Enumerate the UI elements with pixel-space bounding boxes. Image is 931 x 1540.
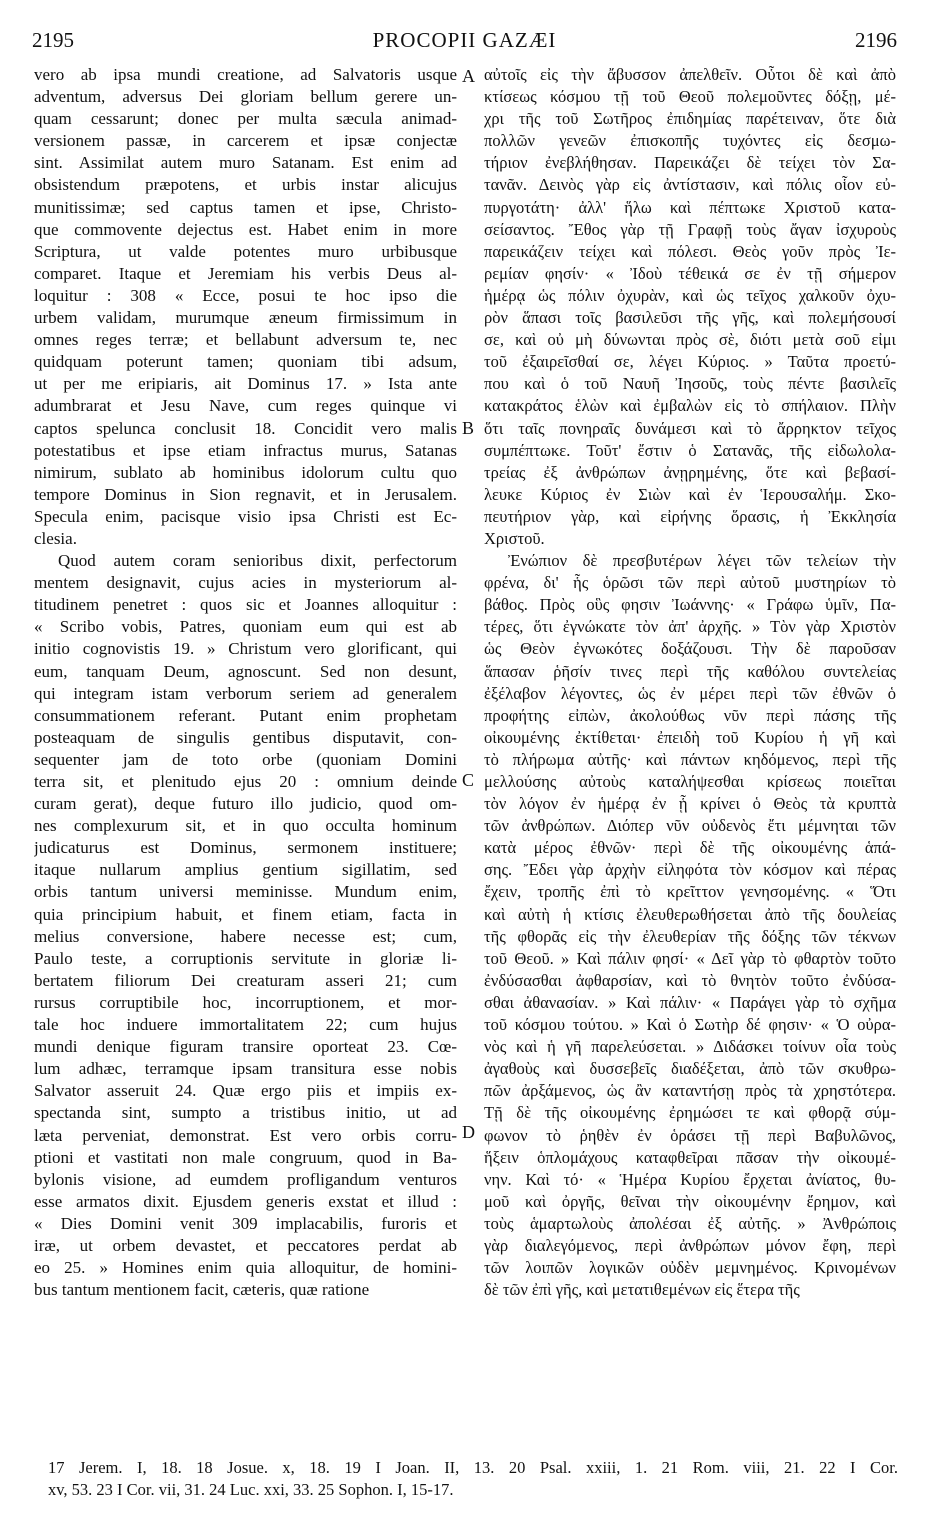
latin-text-line: Quod autem coram senioribus dixit, perfectorum — [58, 551, 457, 571]
greek-text-line: τῶν λοιπῶν λογικῶν οὐδὲν μεμνημένος. Κρινομένων — [484, 1258, 896, 1278]
latin-text-line: sint. Assimilat autem muro Satanam. Est enim ad — [34, 153, 457, 173]
greek-text-line: σης. Ἔδει γὰρ ἀρχὴν εἰληφότα τὸν κόσμον καὶ πέρας — [484, 860, 896, 880]
latin-text-line: quam cessarunt; donec per multa sæcula animad- — [34, 109, 457, 129]
latin-text-line: vero ab ipsa mundi creatione, ad Salvatoris usque — [34, 65, 457, 84]
latin-text-line: judicaturus est Dominus, sermonem instituere; — [34, 838, 457, 858]
greek-text-line: ἀγαθοὺς καὶ δυσσεβεῖς διαδέξεται, ἀπὸ τῶν σκυθρω- — [484, 1059, 896, 1079]
greek-text-line: ρεμίαν φησίν· « Ἰδοὺ τέθεικά σε ἐν τῇ σήμερον — [484, 263, 896, 283]
latin-text-line: esse armatos dixit. Ejusdem generis exstat et illud : — [34, 1191, 457, 1211]
latin-text-line: adventum, adversus Dei gloriam bellum gerere un- — [34, 87, 457, 107]
greek-text-line: νην. Καὶ τό· « Ἡμέρα Κυρίου ἔρχεται ἀνίατος, θυ- — [484, 1169, 896, 1189]
page-number-left: 2195 — [32, 28, 74, 52]
latin-text-line: terra sit, et plenitudo ejus 20 : omnium deinde — [34, 772, 457, 791]
greek-text-line: λευκε Κύριος ἐν Σιὼν καὶ ἐν Ἱερουσαλήμ. Σκο- — [484, 484, 896, 504]
latin-text-line: initio cognovistis 19. » Christum vero glorificant, qui — [34, 639, 457, 659]
greek-text-line: νὸς καὶ ἡ γῆ παρελεύσεται. » Διδάσκει τοίνυν οἷα τοὺς — [484, 1037, 896, 1057]
footnote-line: xv, 53. 23 I Cor. vii, 31. 24 Luc. xxi, 33. 25 Sophon. I, 15-17. — [48, 1480, 454, 1499]
latin-text-line: bertatem filiorum Dei creaturam asseri 21; cum — [34, 970, 457, 990]
greek-text-line: τρείας ἐξ ἀνθρώπων ἀνῃρημένης, ὅτε καὶ βεβασί- — [484, 462, 896, 482]
latin-text-line: consummationem referant. Putant enim prophetam — [34, 705, 457, 725]
greek-text-line: κατὰ μέρος ἐθνῶν· περὶ δὲ τῆς οἰκουμένης ἁπά- — [484, 838, 896, 858]
running-title: PROCOPII GAZÆI — [372, 28, 557, 52]
greek-text-line: χρι τῆς τοῦ Σωτῆρος ἐπιδημίας παρέτειναν, ὅτε διὰ — [484, 109, 896, 129]
greek-text-line: τῶν ἀνθρώπων. Διόπερ νῦν οὐδενὸς ἔτι μέμνηται τῶν — [484, 816, 896, 836]
latin-text-line: quidquam poterunt tamen; quoniam tibi adsum, — [34, 352, 457, 372]
latin-column — [34, 64, 457, 1301]
latin-text-line: tale hoc induere immortalitatem 22; cum hujus — [34, 1015, 457, 1035]
greek-text-line: βάθος. Πρὸς οὓς φησιν Ἰωάννης· « Γράφω ὑμῖν, Πα- — [484, 595, 896, 615]
greek-text-line: σε, καὶ οὐ μὴ δύνωνται πρὸς σὲ, διότι μετὰ σοῦ εἰμι — [484, 330, 896, 350]
greek-text-line: τὸν λόγον ἐν ἡμέρᾳ ἐν ᾗ κρίνει ὁ Θεὸς τὰ κρυπτὰ — [484, 794, 896, 814]
greek-text-line: σθαι ἀθανασίαν. » Καὶ πάλιν· « Παράγει γὰρ τὸ σχῆμα — [484, 992, 896, 1012]
greek-text-line: Ἐνώπιον δὲ πρεσβυτέρων λέγει τῶν τελείων τὴν — [508, 551, 896, 571]
latin-text-line: curam gerat), deque futuro illo judicio, quod om- — [34, 794, 457, 814]
greek-text-line: ὡς Θεὸν ἐγνωκότες δοξάζουσι. Τὴν δὲ παροῦσαν — [484, 639, 896, 659]
greek-text-line: ἐξέλαβον λέγοντες, ὡς ἐν μέρει περὶ τῶν ἐθνῶν ὁ — [484, 683, 896, 703]
greek-text-line: τοῦ Θεοῦ. » Καὶ πάλιν φησί· « Δεῖ γὰρ τὸ φθαρτὸν τοῦτο — [484, 948, 896, 968]
greek-text-line: ἔχειν, τροπῆς ἐπὶ τὸ κρεῖττον γενησομένης. « Ὅτι — [484, 882, 896, 902]
latin-text-line: posteaquam de singulis gentibus disputavit, con- — [34, 727, 457, 747]
greek-text-line: πολλῶν γενεῶν ἐπισκοπῆς τυχόντες εἰς δεσμω- — [484, 131, 896, 151]
latin-text-line: iræ, ut orbem devastet, et peccatores perdat ab — [34, 1235, 457, 1255]
greek-text-line: ὅτι ταῖς πονηραῖς δυνάμεσι καὶ τὸ ἄρρηκτον τεῖχος — [484, 418, 896, 438]
greek-text-line: δὲ τῶν ἐπὶ γῆς, καὶ μετατιθεμένων εἰς ἕτερα τῆς — [484, 1280, 800, 1300]
greek-text-line: τοῦ κόσμου τούτου. » Καὶ ὁ Σωτὴρ δέ φησιν· « Ὁ οὐρα- — [484, 1015, 896, 1035]
greek-text-line: μοῦ καὶ ὀργῆς, θεῖναι τὴν οἰκουμένην ἔρημον, καὶ — [484, 1191, 896, 1211]
greek-text-line: ρὸν ἅπασι τοῖς βασιλεῦσι τῆς γῆς, καὶ πολεμήσουσί — [484, 308, 896, 328]
greek-text-line: οἰκουμένης ἐκτίθεται· ἐπειδὴ τοῦ Κυρίου ἡ γῆ καὶ — [484, 727, 896, 747]
latin-text-line: « Dies Domini venit 309 implacabilis, furoris et — [34, 1213, 457, 1233]
latin-text-line: mentem designavit, cujus acies in mysteriorum al- — [34, 573, 457, 593]
latin-text-line: eo 25. » Homines enim quia alloquitur, de homini- — [34, 1258, 457, 1278]
greek-text-line: κατακράτος ἑλὼν καὶ ἐμβαλὼν εἰς τὸ σπήλαιον. Πλὴν — [484, 396, 896, 416]
latin-text-line: captos spelunca conclusit 18. Concidit vero malis — [34, 418, 457, 438]
latin-text-line: eum, tanquam Deum, agnoscunt. Sed non desunt, — [34, 661, 457, 681]
latin-text-line: sequenter jam de toto orbe (quoniam Domini — [34, 749, 457, 769]
latin-text-line: clesia. — [34, 528, 77, 548]
margin-letter-a: A — [462, 66, 475, 86]
latin-text-line: nimirum, sublato ab hominibus idolorum cultu quo — [34, 462, 457, 482]
latin-text-line: Salvator asseruit 24. Quæ ergo piis et impiis ex- — [34, 1081, 457, 1101]
latin-text-line: versionem passæ, in carcerem et ipsæ conjectæ — [34, 131, 457, 151]
greek-text-line: αὐτοῖς εἰς τὴν ἄβυσσον ἀπελθεῖν. Οὗτοι δὲ καὶ ἀπὸ — [484, 65, 896, 84]
latin-text-line: comparet. Itaque et Jeremiam his verbis Deus al- — [34, 263, 457, 283]
greek-text-line: τήριον ἐνεβλήθησαν. Παρεικάζει δὲ τείχει τὸν Σα- — [484, 153, 896, 173]
latin-text-line: nes complexurum sit, et in quo occulta hominum — [34, 816, 457, 836]
greek-text-line: που καὶ ὁ τοῦ Ναυῆ Ἰησοῦς, τοὺς πέντε βασιλεῖς — [484, 374, 896, 394]
greek-text-line: προφήτης εἰπὼν, ἀκολούθως νῦν περὶ πάσης τῆς — [484, 705, 896, 725]
greek-text-line: τέρες, ὅτι ἐγνώκατε τὸν ἀπ' ἀρχῆς. » Τὸν γὰρ Χριστὸν — [484, 617, 896, 637]
latin-text-line: « Scribo vobis, Patres, quoniam eum qui est ab — [34, 617, 457, 637]
greek-text-line: ἐνδύσασθαι ἀφθαρσίαν, καὶ τὸ θνητὸν τοῦτο ἐνδύσα- — [484, 970, 896, 990]
latin-text-line: Specula enim, pacisque visio ipsa Christi est Ec- — [34, 506, 457, 526]
greek-text-line: μελλούσης αὐτοὺς καταλήψεσθαι κρίσεως ποιεῖται — [484, 772, 896, 791]
footnotes — [48, 1457, 898, 1501]
latin-text-line: quia principium habuit, et finem etiam, facta in — [34, 904, 457, 924]
greek-text-line: ἡμέρᾳ ὡς πόλιν ὀχυρὰν, καὶ ὡς τεῖχος χαλκοῦν ὀχυ- — [484, 285, 896, 305]
latin-text-line: orbis tantum universi meminisse. Mundum enim, — [34, 882, 457, 902]
greek-text-line: κτίσεως κόσμου τῇ τοῦ Θεοῦ πολεμοῦντες δόξῃ, μέ- — [484, 87, 896, 107]
latin-text-line: titudinem penetret : quos sic et Joannes alloquitur : — [34, 595, 457, 615]
latin-text-line: spectanda sint, sumpto a tristibus initio, ut ad — [34, 1103, 457, 1123]
latin-text-line: rursus corruptibile hoc, incorruptionem, et mor- — [34, 992, 457, 1012]
greek-text-line: Χριστοῦ. — [484, 528, 545, 548]
greek-text-line: συμπέπτωκε. Τοῦτ' ἔστιν ὁ Σατανᾶς, τῆς εἰδωλολα- — [484, 440, 896, 460]
greek-text-line: πυργοτάτη· ἀλλ' ἥλω καὶ πέπτωκε Χριστοῦ κατα- — [484, 197, 896, 217]
greek-text-line: καὶ αὐτὴ ἡ κτίσις ἐλευθερωθήσεται ἀπὸ τῆς δουλείας — [484, 904, 896, 924]
latin-text-line: omnes reges terræ; et bellabunt adversum te, nec — [34, 330, 457, 350]
latin-text-line: Scriptura, ut valde potentes muro urbibusque — [34, 241, 457, 261]
margin-letter-c: C — [462, 770, 475, 790]
page-header — [32, 28, 897, 58]
latin-text-line: que commovente dejectus est. Habet enim in more — [34, 219, 457, 239]
latin-text-line: loquitur : 308 « Ecce, posui te hoc ipso die — [34, 285, 457, 305]
greek-column — [484, 64, 896, 1301]
latin-text-line: ut per me eripiaris, ait Dominus 17. » Ista ante — [34, 374, 457, 394]
latin-text-line: lum adhæc, terramque ipsam transitura esse nobis — [34, 1059, 457, 1079]
greek-text-line: τανᾶν. Δεινὸς γὰρ εἰς ἀντίστασιν, καὶ πόλις οἷον εὐ- — [484, 175, 896, 195]
latin-text-line: mundi denique figuram transire oporteat 23. Cœ- — [34, 1037, 457, 1057]
latin-text-line: læta perveniat, demonstrat. Est vero orbis corru- — [34, 1125, 457, 1145]
greek-text-line: τοῦ ἐξαιρεῖσθαί σε, λέγει Κύριος. » Ταῦτα προετύ- — [484, 352, 896, 372]
latin-text-line: munitissimæ; sed captus tamen et ipse, Christo- — [34, 197, 457, 217]
latin-text-line: itaque nullarum amplius gentium sigillatim, sed — [34, 860, 457, 880]
latin-text-line: adumbrarat et Jesu Nave, cum reges quinque vi — [34, 396, 457, 416]
greek-text-line: πῶν ἀρξάμενος, ὡς ἂν καταντήσῃ πρὸς τὰ χρηστότερα. — [484, 1081, 896, 1101]
latin-text-line: ptioni et vastitati non male congruum, quod in Ba- — [34, 1147, 457, 1167]
greek-text-line: ἥξειν ὁπλομάχους καταφθεῖραι πᾶσαν τὴν οἰκουμέ- — [484, 1147, 896, 1167]
latin-text-line: bus tantum mentionem facit, cæteris, quæ ratione — [34, 1280, 370, 1300]
greek-text-line: φωνον τὸ ῥηθὲν ἐν ὁράσει τῇ περὶ Βαβυλῶνος, — [484, 1125, 896, 1145]
footnote-line: 17 Jerem. I, 18. 18 Josue. x, 18. 19 I Joan. II, 13. 20 Psal. xxiii, 1. 21 Rom. viii, 21. 22 I Cor. — [48, 1458, 898, 1477]
margin-letter-b: B — [462, 418, 475, 438]
greek-text-line: γὰρ διαλεγόμενος, περὶ ἀνθρώπων μόνον ἔφη, περὶ — [484, 1235, 896, 1255]
greek-text-line: ἅπασαν ῥῆσίν τινες περὶ τῆς καθόλου συντελείας — [484, 661, 896, 681]
latin-text-line: melius conversione, habere necesse est; cum, — [34, 926, 457, 946]
latin-text-line: obsistendum præpotens, et urbis instar alicujus — [34, 175, 457, 195]
greek-text-line: τὸ πλήρωμα αὐτῆς· καὶ πάντων κηδόμενος, περὶ τῆς — [484, 749, 896, 769]
greek-text-line: σείσαντος. Ἔθος γὰρ τῇ Γραφῇ τοὺς ἄγαν ἰσχυροὺς — [484, 219, 896, 239]
greek-text-line: Τῇ δὲ τῆς οἰκουμένης ἐρημώσει τε καὶ φθορᾷ σύμ- — [484, 1103, 896, 1123]
latin-text-line: Paulo teste, a corruptionis servitute in gloriæ li- — [34, 948, 457, 968]
latin-text-line: potestatibus et ipse etiam infractus murus, Satanas — [34, 440, 457, 460]
greek-text-line: πευτήριον γὰρ, καὶ εἰρήνης ὅρασις, ἡ Ἐκκλησία — [484, 506, 896, 526]
greek-text-line: παρεικάζειν τείχει καὶ πόλεσι. Θεὸς γοῦν πρὸς Ἰε- — [484, 241, 896, 261]
greek-text-line: τῆς φθορᾶς εἰς τὴν ἐλευθερίαν τῆς δόξης τῶν τέκνων — [484, 926, 896, 946]
latin-text-line: urbem validam, murumque æneum firmissimum in — [34, 308, 457, 328]
greek-text-line: τοὺς ἁμαρτωλοὺς ἀπολέσαι ἐξ αὐτῆς. » Ἀνθρώποις — [484, 1213, 896, 1233]
latin-text-line: tempore Dominus in Sion regnavit, et in Jerusalem. — [34, 484, 457, 504]
latin-text-line: bylonis visione, ad eumdem profligandum venturos — [34, 1169, 457, 1189]
page-number-right: 2196 — [855, 28, 897, 52]
margin-letter-d: D — [462, 1122, 475, 1142]
greek-text-line: φρένα, δι' ἧς ὁρῶσι τῶν περὶ αὐτοῦ μυστηρίων τὸ — [484, 573, 896, 593]
latin-text-line: qui integram istam verborum seriem ad generalem — [34, 683, 457, 703]
